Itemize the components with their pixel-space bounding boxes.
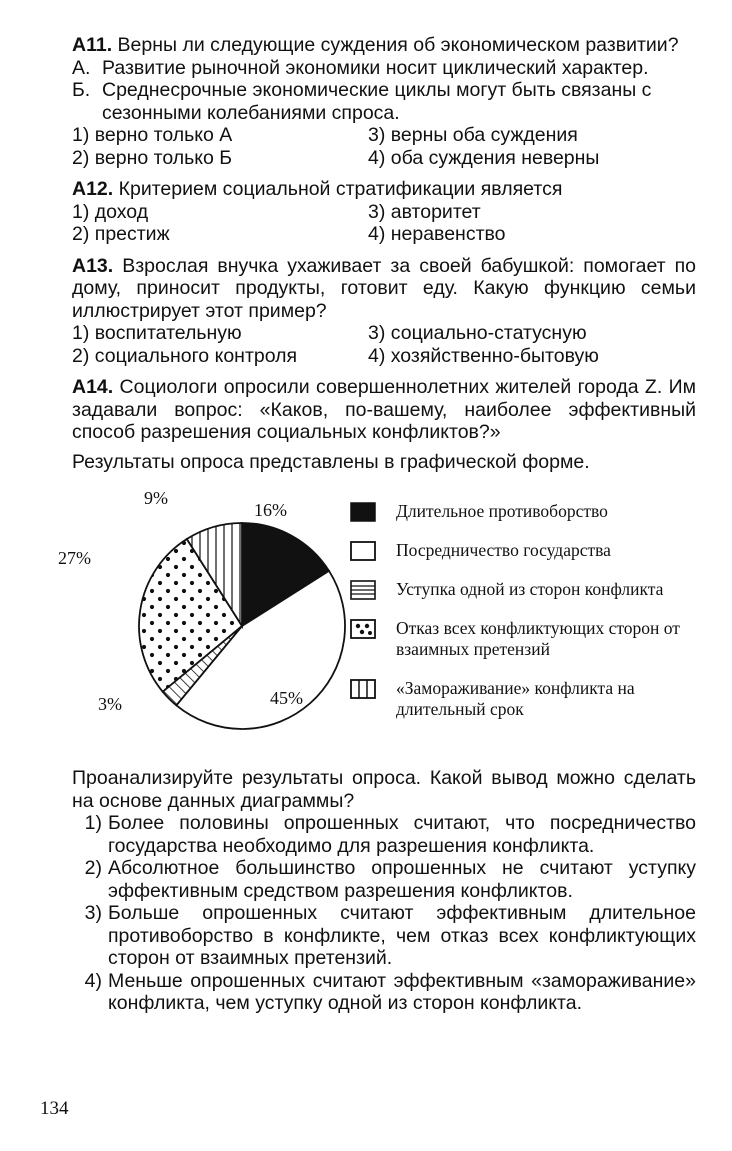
chart-legend [350, 501, 700, 738]
pct-label-concession: 3% [98, 694, 122, 714]
question-text: Критерием социальной стратификации является [118, 178, 563, 200]
answer-number: 3) [84, 902, 102, 924]
statement-letter: А. [72, 56, 91, 79]
option-4[interactable]: 4) хозяйственно-бытовую [368, 344, 599, 367]
statement-text: Развитие рыночной экономики носит циклический характер. [102, 56, 649, 79]
pct-label-mediation: 45% [270, 688, 303, 708]
legend-label: Посредничество государства [396, 540, 611, 560]
solid-swatch-icon [350, 502, 376, 522]
chart-intro: Результаты опроса представлены в графической форме. [72, 450, 590, 473]
answer-2[interactable] [72, 857, 696, 902]
option-3[interactable]: 3) социально-статусную [368, 322, 587, 344]
statement-a [72, 57, 696, 80]
legend-item-confrontation [350, 501, 700, 522]
option-2[interactable]: 2) верно только Б [72, 146, 233, 169]
pct-label-freeze: 9% [144, 488, 168, 508]
legend-item-concession [350, 579, 700, 600]
option-1[interactable]: 1) верно только А [72, 124, 233, 146]
legend-item-freeze [350, 678, 700, 720]
hatched-swatch-icon [350, 580, 376, 600]
pie-chart [52, 491, 352, 751]
empty-swatch-icon [350, 541, 376, 561]
question-number: А13. [72, 254, 114, 277]
answer-options [72, 201, 696, 246]
legend-label: Уступка одной из сторон конфликта [396, 579, 664, 599]
question-a11 [72, 34, 696, 169]
answer-number: 1) [84, 812, 102, 834]
option-3[interactable]: 3) верны оба суждения [368, 124, 578, 146]
option-4[interactable]: 4) оба суждения неверны [368, 146, 600, 169]
answer-text: Абсолютное большинство опрошенных не считают уступку эффективным средством разрешения конфликтов. [108, 857, 696, 902]
option-1[interactable]: 1) воспитательную [72, 322, 242, 344]
option-4[interactable]: 4) неравенство [368, 223, 506, 245]
answer-number: 4) [84, 969, 102, 992]
legend-item-mediation [350, 540, 700, 561]
answer-text: Более половины опрошенных считают, что посредничество государства необходимо для разрешения конфликта. [108, 812, 696, 857]
question-text: Социологи опросили совершеннолетних жителей города Z. Им задавали вопрос: «Каков, по-вашему, наиболее эффективный способ разрешения социальных конфликтов?» [72, 376, 697, 443]
statement-b [72, 79, 696, 124]
option-2[interactable]: 2) социального контроля [72, 344, 298, 367]
question-a12 [72, 178, 696, 246]
answer-options [72, 322, 696, 367]
legend-label: «Замораживание» конфликта на длительный срок [396, 678, 635, 719]
page-content [58, 34, 697, 1024]
question-text: Верны ли следующие суждения об экономическом развитии? [117, 34, 679, 56]
legend-label: Отказ всех конфликтующих сторон от взаимных претензий [396, 618, 680, 659]
page-number: 134 [40, 1098, 69, 1119]
option-3[interactable]: 3) авторитет [368, 200, 481, 223]
statement-letter: Б. [72, 79, 91, 101]
option-2[interactable]: 2) престиж [72, 223, 170, 245]
question-number: А12. [72, 178, 114, 200]
answer-4[interactable] [72, 970, 696, 1015]
question-prompt: Проанализируйте результаты опроса. Какой вывод можно сделать на основе данных диаграммы? [72, 767, 696, 812]
question-text: Взрослая внучка ухаживает за своей бабушкой: помогает по дому, приносит продукты, готовит еду. Какую функцию семьи иллюстрирует этот пример? [72, 254, 697, 322]
question-number: А14. [72, 376, 114, 398]
answer-options [72, 124, 696, 169]
answer-text: Меньше опрошенных считают эффективным «замораживание» конфликта, чем уступку одной из сторон конфликта. [108, 969, 696, 1014]
legend-item-refusal [350, 618, 700, 660]
statement-text: Среднесрочные экономические циклы могут быть связаны с сезонными колебаниями спроса. [102, 79, 652, 124]
question-a14 [58, 376, 697, 1015]
answer-options [72, 767, 696, 1015]
answer-3[interactable] [72, 902, 696, 970]
vertical-lines-swatch-icon [350, 679, 376, 699]
answer-number: 2) [84, 857, 102, 879]
option-1[interactable]: 1) доход [72, 200, 149, 223]
pct-label-refusal: 27% [58, 548, 91, 568]
question-a13 [72, 255, 696, 368]
pie-chart-area [58, 488, 696, 751]
question-number: А11. [72, 34, 113, 56]
answer-text: Больше опрошенных считают эффективным длительное противоборство в конфликте, чем отказ всех конфликтующих сторон от взаимных претензий. [108, 902, 696, 969]
pct-label-confrontation: 16% [254, 500, 287, 520]
dotted-swatch-icon [350, 619, 376, 639]
answer-1[interactable] [72, 812, 696, 857]
legend-label: Длительное противоборство [396, 501, 608, 521]
